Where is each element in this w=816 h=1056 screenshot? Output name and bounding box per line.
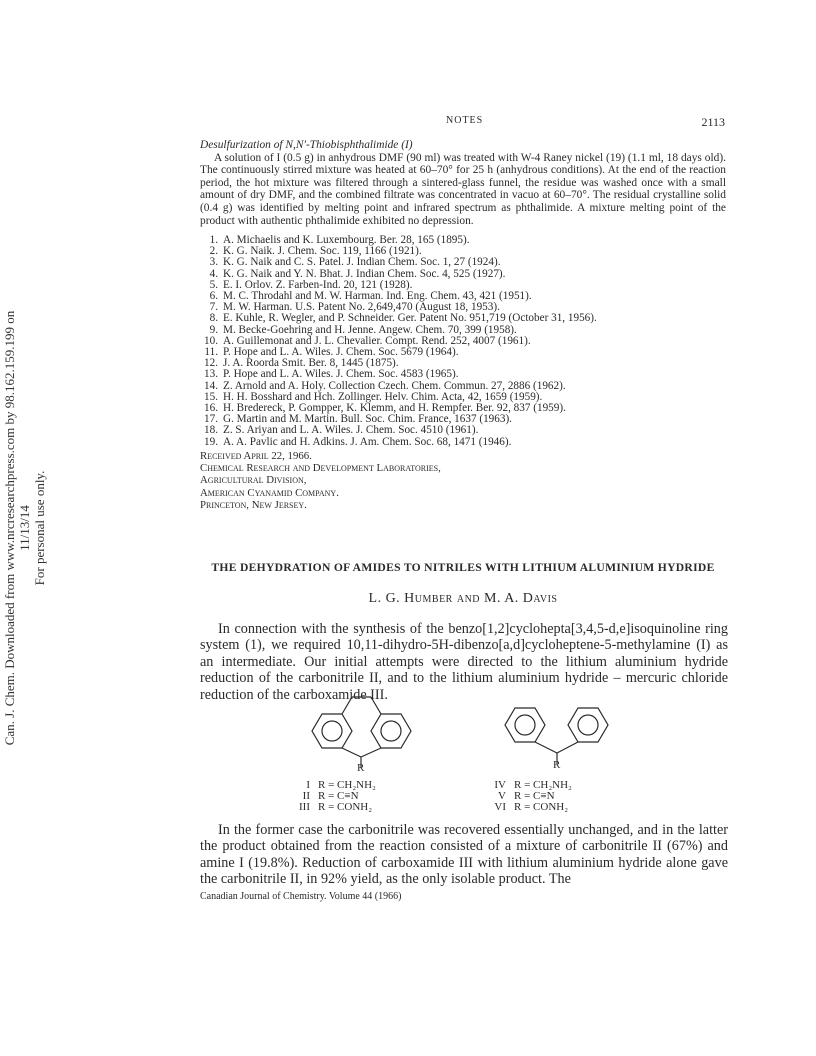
- reference-text: Z. S. Ariyan and L. A. Wiles. J. Chem. Soc. 4510 (1961).: [223, 424, 479, 437]
- reference-number: 18.: [204, 424, 218, 437]
- reference-text: M. Becke-Goehring and H. Jenne. Angew. Chem. 70, 399 (1958).: [223, 323, 517, 336]
- compound-substituent: R = CH₂NH₂: [318, 779, 376, 791]
- reference-text: M. C. Throdahl and M. W. Harman. Ind. Eng. Chem. 43, 421 (1951).: [223, 290, 532, 303]
- reference-text: H. H. Bosshard and Hch. Zollinger. Helv. Chim. Acta, 42, 1659 (1959).: [223, 390, 543, 403]
- reference-number: 17.: [204, 413, 218, 426]
- reference-text: K. G. Naik and C. S. Patel. J. Indian Chem. Soc. 1, 27 (1924).: [223, 256, 501, 269]
- compound-substituent: R = C≡N: [514, 790, 555, 803]
- paragraph-text: In the former case the carbonitrile was recovered essentially unchanged, and in the latter the product obtained from the reaction consisted of a mixture of carbonitrile II (67%) and amine I (19.8%). Reduction of carboxamide III with lithium aluminium hydride alone gave the carbonitrile II, in 92% yield, as the only isolable product. The: [200, 822, 728, 888]
- reference-item: [200, 437, 726, 448]
- article-title: THE DEHYDRATION OF AMIDES TO NITRILES WITH LITHIUM ALUMINIUM HYDRIDE: [211, 561, 715, 574]
- reference-number: 13.: [204, 368, 218, 381]
- received-line: Chemical Research and Development Laboratories,: [200, 462, 441, 475]
- reference-list: [200, 235, 726, 448]
- reference-number: 7.: [209, 301, 218, 314]
- reference-number: 6.: [209, 290, 218, 303]
- received-line: Received April 22, 1966.: [200, 450, 312, 462]
- reference-text: K. G. Naik and Y. N. Bhat. J. Indian Chem. Soc. 4, 525 (1927).: [223, 267, 506, 280]
- reference-number: 14.: [204, 379, 218, 392]
- reference-number: 9.: [209, 323, 218, 336]
- reference-number: 3.: [209, 256, 218, 269]
- reference-number: 10.: [204, 334, 218, 347]
- journal-footer: Canadian Journal of Chemistry. Volume 44 (1966): [200, 891, 402, 902]
- compound-labels-left: [284, 780, 376, 814]
- compound-number: VI: [494, 801, 506, 814]
- reference-number: 19.: [204, 435, 218, 448]
- reference-number: 8.: [209, 312, 218, 325]
- article-authors: L. G. Humber and M. A. Davis: [368, 591, 558, 606]
- compound-number: III: [299, 801, 310, 814]
- experimental-section: [200, 139, 726, 227]
- reference-number: 4.: [209, 267, 218, 280]
- substituent-r-right: R: [553, 759, 561, 771]
- compound-substituent: R = CONH₂: [514, 801, 569, 814]
- reference-number: 11.: [204, 346, 218, 359]
- reference-number: 12.: [204, 357, 218, 370]
- reference-number: 16.: [204, 402, 218, 415]
- compound-number: IV: [494, 779, 506, 791]
- reference-text: A. Michaelis and K. Luxembourg. Ber. 28, 165 (1895).: [223, 234, 470, 246]
- compound-number: II: [302, 790, 310, 803]
- compound-number: I: [306, 779, 310, 791]
- compound-substituent: R = CONH₂: [318, 801, 373, 814]
- reference-text: P. Hope and L. A. Wiles. J. Chem. Soc. 4583 (1965).: [223, 368, 459, 381]
- page-number: 2113: [701, 115, 725, 129]
- compound-label: [284, 802, 376, 813]
- substituent-r-left: R: [357, 762, 365, 774]
- running-title: NOTES: [446, 115, 484, 126]
- section-heading: Desulfurization of N,N′-Thiobisphthalimide (I): [200, 139, 413, 151]
- compound-labels-right: [480, 780, 572, 814]
- paragraph-text: In connection with the synthesis of the benzo[1,2]cyclohepta[3,4,5-d,e]isoquinoline ring system (1), we required 10,11-dihydro-5H-dibenzo[a,d]cycloheptene-5-methylamine (I) as an intermediate. Our initial attempts were directed to the lithium aluminium hydride reduction of the carbonitrile II, and to the lithium aluminium hydride – mercuric chloride reduction of the carboxamide III.: [200, 621, 728, 703]
- compound-number: V: [498, 790, 506, 803]
- diphenylmethane-structure: [495, 690, 625, 770]
- received-line: Princeton, New Jersey.: [200, 498, 307, 511]
- compound-label: [480, 802, 572, 813]
- reference-text: A. Guillemonat and J. L. Chevalier. Compt. Rend. 252, 4007 (1961).: [223, 334, 531, 347]
- section-paragraph: A solution of I (0.5 g) in anhydrous DMF (90 ml) was treated with W-4 Raney nickel (19) (1.1 ml, 18 days old). The continuously stirred mixture was heated at 60–70° for 25 h (anhydrous conditions). At the end of the reaction period, the hot mixture was filtered through a sintered-glass funnel, the residue was washed once with a small amount of dry DMF, and the combined filtrate was concentrated in vacuo at 60–70°. The residual crystalline solid (0.4 g) was identified by melting point and infrared spectrum as phthalimide. A mixture melting point of the product with authentic phthalimide exhibited no depression.: [200, 151, 726, 227]
- reference-number: 1.: [209, 234, 218, 246]
- dibenzocycloheptene-structure: [300, 690, 440, 770]
- reference-text: P. Hope and L. A. Wiles. J. Chem. Soc. 5679 (1964).: [223, 346, 459, 359]
- received-line: Agricultural Division,: [200, 474, 307, 487]
- received-line: American Cyanamid Company.: [200, 486, 339, 499]
- reference-text: Z. Arnold and A. Holy. Collection Czech. Chem. Commun. 27, 2886 (1962).: [223, 379, 566, 392]
- download-notice-line2: For personal use only.: [32, 470, 47, 586]
- download-notice-line1: Can. J. Chem. Downloaded from www.nrcresearchpress.com by 98.162.159.199 on 11/13/14: [2, 310, 32, 746]
- reference-text: E. Kuhle, R. Wegler, and P. Schneider. Ger. Patent No. 951,719 (October 31, 1956).: [223, 312, 597, 325]
- reference-text: K. G. Naik. J. Chem. Soc. 119, 1166 (1921).: [223, 245, 422, 258]
- compound-substituent: R = CH₂NH₂: [514, 779, 572, 791]
- received-block: [200, 450, 441, 511]
- download-notice: [2, 290, 47, 766]
- compound-substituent: R = C≡N: [318, 790, 359, 803]
- reference-text: A. A. Pavlic and H. Adkins. J. Am. Chem. Soc. 68, 1471 (1946).: [223, 435, 512, 448]
- reference-text: M. W. Harman. U.S. Patent No. 2,649,470 (August 18, 1953).: [223, 301, 500, 314]
- reference-text: H. Bredereck, P. Gompper, K. Klemm, and H. Rempfer. Ber. 92, 837 (1959).: [223, 402, 566, 415]
- reference-text: J. A. Roorda Smit. Ber. 8, 1445 (1875).: [223, 357, 399, 370]
- intro-paragraph: [200, 621, 728, 703]
- results-paragraph: [200, 822, 728, 888]
- reference-number: 2.: [209, 245, 218, 258]
- reference-text: G. Martin and M. Martin. Bull. Soc. Chim. France, 1637 (1963).: [223, 413, 512, 426]
- reference-text: E. I. Orlov. Z. Farben-Ind. 20, 121 (1928).: [223, 278, 413, 291]
- reference-number: 5.: [209, 278, 218, 291]
- reference-number: 15.: [204, 390, 218, 403]
